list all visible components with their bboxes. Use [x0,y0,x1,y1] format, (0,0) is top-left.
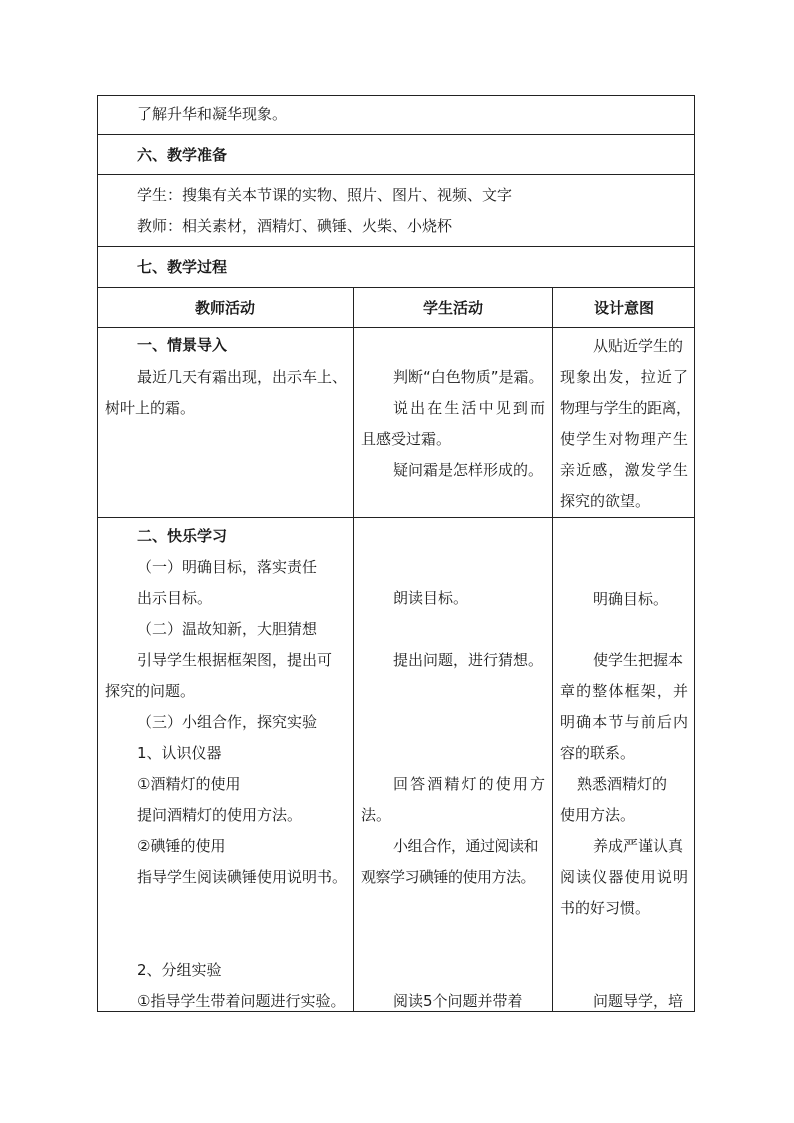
header-teacher: 教师活动 [194,299,255,317]
part2-teacher-line: （三）小组合作，探究实验 [137,713,318,731]
row-divider [97,517,695,518]
row-divider [97,327,695,328]
prep-student: 学生：搜集有关本节课的实物、照片、图片、视频、文字 [137,186,513,204]
part2-teacher-line: 探究的问题。 [105,682,196,700]
part2-intent-line: 明确目标。 [593,590,669,608]
part2-student-line: 朗读目标。 [393,589,469,607]
part2-teacher-line: 提问酒精灯的使用方法。 [137,806,303,824]
part2-intent-line: 明确本节与前后内 [560,713,688,731]
part2-teacher-line: ①酒精灯的使用 [137,775,241,793]
part2-teacher-line: （一）明确目标，落实责任 [137,558,318,576]
part1-teacher-line: 树叶上的霜。 [105,399,196,417]
header-student: 学生活动 [422,299,483,317]
part2-teacher-heading: 二、快乐学习 [137,527,228,545]
part2-intent-line: 使学生把握本 [593,651,684,669]
part2-student-line: 提出问题，进行猜想。 [393,651,544,669]
part1-intent-line: 物理与学生的距离， [560,399,691,417]
part2-teacher-line: 1、认识仪器 [137,744,222,762]
part2-teacher-line: 出示目标。 [137,589,213,607]
part2-intent-line: 使用方法。 [560,806,636,824]
part1-intent-line: 使学生对物理产生 [560,430,688,448]
part2-intent-line: 熟悉酒精灯的 [577,775,668,793]
part2-student-line: 观察学习碘锤的使用方法。 [361,868,536,886]
part2-student-line: 小组合作，通过阅读和 [393,837,539,855]
part2-intent-line: 问题导学，培 [593,992,684,1010]
column-divider [353,287,354,1011]
part1-intent-line: 现象出发，拉近了 [560,368,688,386]
column-divider [552,287,553,1011]
row-divider [97,174,695,175]
part2-intent-line: 章的整体框架，并 [560,682,688,700]
part2-intent-line: 书的好习惯。 [560,899,651,917]
part1-student-line: 且感受过霜。 [361,430,452,448]
section-7-title: 七、教学过程 [137,258,228,276]
part2-intent-line: 容的联系。 [560,744,636,762]
part2-student-line: 阅读5个问题并带着 [393,992,523,1010]
part2-teacher-line: 指导学生阅读碘锤使用说明书。 [137,868,348,886]
part1-student-line: 说出在生活中见到而 [393,399,545,417]
intro-line: 了解升华和凝华现象。 [137,105,288,123]
part1-student-line: 判断“白色物质”是霜。 [393,368,544,386]
part1-intent-line: 探究的欲望。 [560,492,651,510]
part2-teacher-line: 2、分组实验 [137,961,222,979]
part1-intent-line: 亲近感，激发学生 [560,461,688,479]
part2-student-line: 法。 [361,806,392,824]
part1-teacher-heading: 一、情景导入 [137,336,228,354]
header-intent: 设计意图 [593,299,654,317]
part2-intent-line: 养成严谨认真 [593,837,684,855]
part2-intent-line: 阅读仪器使用说明 [560,868,688,886]
part2-teacher-line: ①指导学生带着问题进行实验。 [137,992,346,1010]
part1-student-line: 疑问霜是怎样形成的。 [393,461,544,479]
prep-teacher: 教师：相关素材，酒精灯、碘锤、火柴、小烧杯 [137,217,453,235]
row-divider [97,287,695,288]
row-divider [97,246,695,247]
row-divider [97,134,695,135]
part2-teacher-line: （二）温故知新，大胆猜想 [137,620,318,638]
part2-teacher-line: 引导学生根据框架图，提出可 [137,651,333,669]
part1-intent-line: 从贴近学生的 [593,337,684,355]
part2-student-line: 回答酒精灯的使用方 [393,775,545,793]
part2-teacher-line: ②碘锤的使用 [137,837,226,855]
section-6-title: 六、教学准备 [137,146,228,164]
part1-teacher-line: 最近几天有霜出现，出示车上、 [137,368,348,386]
